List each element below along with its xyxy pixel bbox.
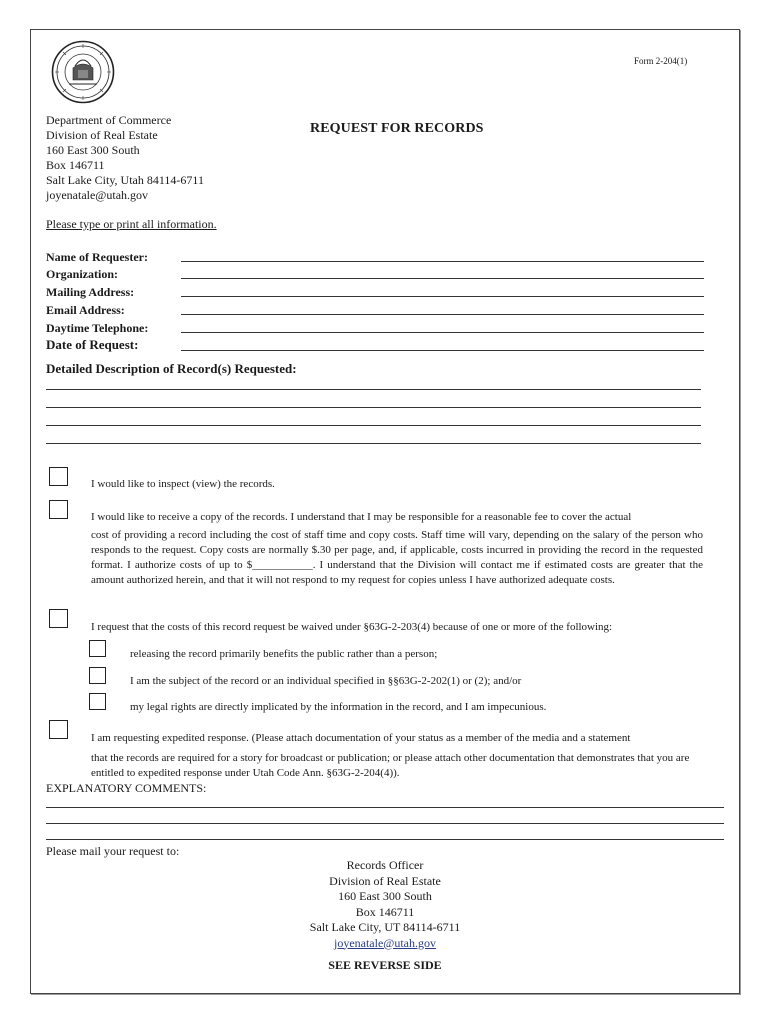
- mail-to-line: 160 East 300 South: [338, 889, 432, 903]
- waive-subject-checkbox[interactable]: [89, 667, 106, 684]
- explanatory-line[interactable]: [46, 807, 724, 808]
- organization-field[interactable]: [181, 278, 704, 279]
- explanatory-line[interactable]: [46, 823, 724, 824]
- mail-to-email-link[interactable]: joyenatale@utah.gov: [333, 935, 437, 950]
- organization-label: Organization:: [46, 267, 118, 281]
- see-reverse-side: SEE REVERSE SIDE: [328, 958, 442, 972]
- instructions: Please type or print all information.: [46, 217, 217, 231]
- daytime-telephone-label: Daytime Telephone:: [46, 321, 149, 335]
- email-address-field[interactable]: [181, 314, 704, 315]
- name-of-requester-field[interactable]: [181, 261, 704, 262]
- address-email: joyenatale@utah.gov: [46, 188, 149, 202]
- waive-rights-label: my legal rights are directly implicated by the information in the record, and I am impecunious.: [130, 701, 547, 713]
- waive-subject-label: I am the subject of the record or an individual specified in §§63G-2-202(1) or (2); and/or: [130, 675, 522, 687]
- daytime-telephone-field[interactable]: [181, 332, 704, 333]
- mail-to-address: [0, 858, 770, 951]
- date-of-request-field[interactable]: [181, 350, 704, 351]
- address-line: Division of Real Estate: [46, 128, 158, 142]
- copy-checkbox[interactable]: [49, 500, 68, 519]
- copy-label: I would like to receive a copy of the records. I understand that I may be responsible for a reasonable fee to cover the actual: [91, 511, 632, 523]
- inspect-checkbox[interactable]: [49, 467, 68, 486]
- mail-to-line: Records Officer: [346, 858, 424, 872]
- expedited-label: I am requesting expedited response. (Please attach documentation of your status as a member of the media and a statement: [91, 732, 631, 744]
- department-address: [46, 113, 204, 203]
- date-of-request-label: Date of Request:: [46, 337, 139, 352]
- explanatory-comments-label: EXPLANATORY COMMENTS:: [46, 781, 207, 795]
- mailing-address-field[interactable]: [181, 296, 704, 297]
- expedited-details: that the records are required for a story for broadcast or publication; or please attach other documentation that demonstrates that you are entitled to expedited response under Utah Code Ann. §63G-2-204(4)).: [91, 752, 690, 779]
- address-line: Salt Lake City, Utah 84114-6711: [46, 173, 204, 187]
- email-address-label: Email Address:: [46, 303, 125, 317]
- waive-public-label: releasing the record primarily benefits the public rather than a person;: [130, 648, 438, 660]
- address-line: Department of Commerce: [46, 113, 172, 127]
- mail-to-line: Box 146711: [355, 904, 415, 919]
- inspect-label: I would like to inspect (view) the records.: [91, 478, 275, 490]
- waive-label: I request that the costs of this record request be waived under §63G-2-203(4) because of one or more of the following:: [91, 621, 613, 633]
- address-line: Box 146711: [46, 158, 105, 172]
- description-line[interactable]: [46, 425, 701, 426]
- waive-checkbox[interactable]: [49, 609, 68, 628]
- description-line[interactable]: [46, 389, 701, 390]
- state-seal-icon: [51, 40, 115, 104]
- explanatory-line[interactable]: [46, 839, 724, 840]
- mail-to-line: Division of Real Estate: [329, 873, 441, 888]
- name-of-requester-label: Name of Requester:: [46, 250, 148, 264]
- description-line[interactable]: [46, 443, 701, 444]
- form-number: Form 2-204(1): [634, 56, 688, 66]
- expedited-checkbox[interactable]: [49, 720, 68, 739]
- description-title: Detailed Description of Record(s) Requested:: [46, 361, 297, 376]
- address-line: 160 East 300 South: [46, 143, 140, 157]
- description-line[interactable]: [46, 407, 701, 408]
- mail-label: Please mail your request to:: [46, 844, 180, 858]
- copy-details: cost of providing a record including the cost of staff time and copy costs. Staff time will vary, depending on the salary of the person who responds to the request. Copy costs are normally $.30 per page, and, if applicable, costs incurred in providing the record in the requested format. I authorize costs of up to $___________. I understand that the Division will contact me if estimated costs are greater that the amount authorized herein, and that it will not respond to my request for copies unless I have authorized adequate costs.: [91, 529, 703, 586]
- page-title: REQUEST FOR RECORDS: [310, 121, 484, 136]
- waive-public-checkbox[interactable]: [89, 640, 106, 657]
- mailing-address-label: Mailing Address:: [46, 285, 135, 299]
- waive-rights-checkbox[interactable]: [89, 693, 106, 710]
- mail-to-line: Salt Lake City, UT 84114-6711: [309, 920, 461, 934]
